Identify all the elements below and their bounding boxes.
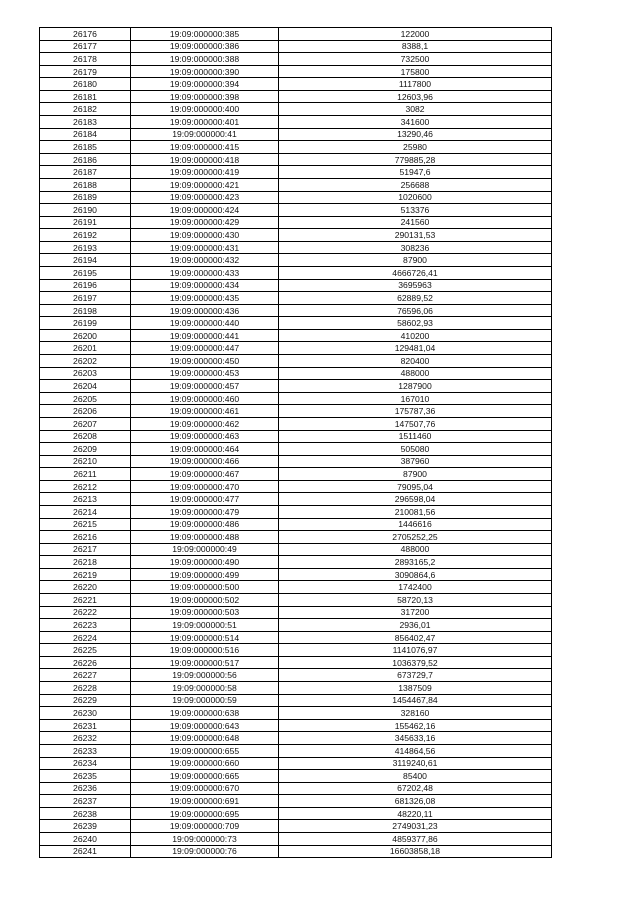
table-row bbox=[40, 480, 552, 493]
value-cell: 2936,01 bbox=[279, 619, 552, 632]
table-row bbox=[40, 78, 552, 91]
table-row bbox=[40, 807, 552, 820]
value-cell: 147507,76 bbox=[279, 417, 552, 430]
table-row bbox=[40, 468, 552, 481]
cadastral-number-cell: 19:09:000000:430 bbox=[131, 229, 279, 242]
cadastral-number-cell: 19:09:000000:463 bbox=[131, 430, 279, 443]
row-number-cell: 26214 bbox=[40, 505, 131, 518]
value-cell: 13290,46 bbox=[279, 128, 552, 141]
table-row bbox=[40, 380, 552, 393]
cadastral-number-cell: 19:09:000000:462 bbox=[131, 417, 279, 430]
cadastral-number-cell: 19:09:000000:418 bbox=[131, 153, 279, 166]
value-cell: 387960 bbox=[279, 455, 552, 468]
cadastral-number-cell: 19:09:000000:441 bbox=[131, 329, 279, 342]
table-row bbox=[40, 40, 552, 53]
row-number-cell: 26198 bbox=[40, 304, 131, 317]
row-number-cell: 26188 bbox=[40, 178, 131, 191]
cadastral-number-cell: 19:09:000000:648 bbox=[131, 732, 279, 745]
cadastral-number-cell: 19:09:000000:477 bbox=[131, 493, 279, 506]
row-number-cell: 26234 bbox=[40, 757, 131, 770]
cadastral-number-cell: 19:09:000000:460 bbox=[131, 392, 279, 405]
value-cell: 1020600 bbox=[279, 191, 552, 204]
value-cell: 129481,04 bbox=[279, 342, 552, 355]
value-cell: 345633,16 bbox=[279, 732, 552, 745]
value-cell: 3090864,6 bbox=[279, 568, 552, 581]
cadastral-number-cell: 19:09:000000:695 bbox=[131, 807, 279, 820]
cadastral-number-cell: 19:09:000000:429 bbox=[131, 216, 279, 229]
row-number-cell: 26224 bbox=[40, 631, 131, 644]
value-cell: 58720,13 bbox=[279, 594, 552, 607]
table-row bbox=[40, 455, 552, 468]
value-cell: 3695963 bbox=[279, 279, 552, 292]
row-number-cell: 26219 bbox=[40, 568, 131, 581]
value-cell: 1117800 bbox=[279, 78, 552, 91]
row-number-cell: 26211 bbox=[40, 468, 131, 481]
row-number-cell: 26194 bbox=[40, 254, 131, 267]
cadastral-number-cell: 19:09:000000:436 bbox=[131, 304, 279, 317]
table-row bbox=[40, 116, 552, 129]
value-cell: 79095,04 bbox=[279, 480, 552, 493]
value-cell: 25980 bbox=[279, 141, 552, 154]
row-number-cell: 26225 bbox=[40, 644, 131, 657]
row-number-cell: 26208 bbox=[40, 430, 131, 443]
table-row bbox=[40, 53, 552, 66]
cadastral-number-cell: 19:09:000000:503 bbox=[131, 606, 279, 619]
cadastral-number-cell: 19:09:000000:432 bbox=[131, 254, 279, 267]
cadastral-number-cell: 19:09:000000:470 bbox=[131, 480, 279, 493]
cadastral-number-cell: 19:09:000000:435 bbox=[131, 292, 279, 305]
row-number-cell: 26205 bbox=[40, 392, 131, 405]
cadastral-number-cell: 19:09:000000:461 bbox=[131, 405, 279, 418]
cadastral-number-cell: 19:09:000000:73 bbox=[131, 833, 279, 846]
value-cell: 1454467,84 bbox=[279, 694, 552, 707]
table-row bbox=[40, 430, 552, 443]
cadastral-number-cell: 19:09:000000:643 bbox=[131, 719, 279, 732]
table-row bbox=[40, 531, 552, 544]
value-cell: 48220,11 bbox=[279, 807, 552, 820]
value-cell: 308236 bbox=[279, 241, 552, 254]
value-cell: 488000 bbox=[279, 367, 552, 380]
row-number-cell: 26187 bbox=[40, 166, 131, 179]
value-cell: 76596,06 bbox=[279, 304, 552, 317]
row-number-cell: 26206 bbox=[40, 405, 131, 418]
cadastral-number-cell: 19:09:000000:415 bbox=[131, 141, 279, 154]
value-cell: 1742400 bbox=[279, 581, 552, 594]
row-number-cell: 26237 bbox=[40, 795, 131, 808]
table-row bbox=[40, 141, 552, 154]
table-row bbox=[40, 191, 552, 204]
cadastral-number-cell: 19:09:000000:385 bbox=[131, 28, 279, 41]
value-cell: 290131,53 bbox=[279, 229, 552, 242]
table-row bbox=[40, 581, 552, 594]
row-number-cell: 26239 bbox=[40, 820, 131, 833]
table-row bbox=[40, 505, 552, 518]
row-number-cell: 26196 bbox=[40, 279, 131, 292]
value-cell: 341600 bbox=[279, 116, 552, 129]
value-cell: 2749031,23 bbox=[279, 820, 552, 833]
value-cell: 2705252,25 bbox=[279, 531, 552, 544]
table-row bbox=[40, 543, 552, 556]
cadastral-number-cell: 19:09:000000:479 bbox=[131, 505, 279, 518]
table-row bbox=[40, 204, 552, 217]
value-cell: 1141076,97 bbox=[279, 644, 552, 657]
row-number-cell: 26212 bbox=[40, 480, 131, 493]
row-number-cell: 26215 bbox=[40, 518, 131, 531]
value-cell: 62889,52 bbox=[279, 292, 552, 305]
row-number-cell: 26195 bbox=[40, 266, 131, 279]
value-cell: 296598,04 bbox=[279, 493, 552, 506]
row-number-cell: 26178 bbox=[40, 53, 131, 66]
cadastral-number-cell: 19:09:000000:434 bbox=[131, 279, 279, 292]
cadastral-number-cell: 19:09:000000:660 bbox=[131, 757, 279, 770]
row-number-cell: 26232 bbox=[40, 732, 131, 745]
value-cell: 820400 bbox=[279, 355, 552, 368]
table-row bbox=[40, 166, 552, 179]
value-cell: 4859377,86 bbox=[279, 833, 552, 846]
table-row bbox=[40, 266, 552, 279]
cadastral-number-cell: 19:09:000000:499 bbox=[131, 568, 279, 581]
value-cell: 87900 bbox=[279, 254, 552, 267]
row-number-cell: 26241 bbox=[40, 845, 131, 858]
cadastral-number-cell: 19:09:000000:486 bbox=[131, 518, 279, 531]
row-number-cell: 26181 bbox=[40, 90, 131, 103]
row-number-cell: 26203 bbox=[40, 367, 131, 380]
value-cell: 122000 bbox=[279, 28, 552, 41]
row-number-cell: 26227 bbox=[40, 669, 131, 682]
row-number-cell: 26180 bbox=[40, 78, 131, 91]
table-row bbox=[40, 292, 552, 305]
value-cell: 3119240,61 bbox=[279, 757, 552, 770]
table-row bbox=[40, 153, 552, 166]
value-cell: 256688 bbox=[279, 178, 552, 191]
row-number-cell: 26202 bbox=[40, 355, 131, 368]
table-row bbox=[40, 744, 552, 757]
value-cell: 410200 bbox=[279, 329, 552, 342]
row-number-cell: 26223 bbox=[40, 619, 131, 632]
cadastral-number-cell: 19:09:000000:49 bbox=[131, 543, 279, 556]
value-cell: 513376 bbox=[279, 204, 552, 217]
cadastral-number-cell: 19:09:000000:490 bbox=[131, 556, 279, 569]
value-cell: 488000 bbox=[279, 543, 552, 556]
cadastral-number-cell: 19:09:000000:59 bbox=[131, 694, 279, 707]
row-number-cell: 26221 bbox=[40, 594, 131, 607]
row-number-cell: 26230 bbox=[40, 707, 131, 720]
row-number-cell: 26216 bbox=[40, 531, 131, 544]
row-number-cell: 26213 bbox=[40, 493, 131, 506]
cadastral-number-cell: 19:09:000000:638 bbox=[131, 707, 279, 720]
row-number-cell: 26222 bbox=[40, 606, 131, 619]
value-cell: 681326,08 bbox=[279, 795, 552, 808]
table-row bbox=[40, 845, 552, 858]
cadastral-number-cell: 19:09:000000:400 bbox=[131, 103, 279, 116]
value-cell: 85400 bbox=[279, 770, 552, 783]
value-cell: 155462,16 bbox=[279, 719, 552, 732]
row-number-cell: 26217 bbox=[40, 543, 131, 556]
cadastral-number-cell: 19:09:000000:488 bbox=[131, 531, 279, 544]
cadastral-number-cell: 19:09:000000:709 bbox=[131, 820, 279, 833]
row-number-cell: 26193 bbox=[40, 241, 131, 254]
value-cell: 732500 bbox=[279, 53, 552, 66]
cadastral-value-table bbox=[39, 27, 552, 858]
table-row bbox=[40, 317, 552, 330]
value-cell: 87900 bbox=[279, 468, 552, 481]
table-row bbox=[40, 795, 552, 808]
table-row bbox=[40, 329, 552, 342]
table-row bbox=[40, 820, 552, 833]
cadastral-number-cell: 19:09:000000:655 bbox=[131, 744, 279, 757]
cadastral-number-cell: 19:09:000000:665 bbox=[131, 770, 279, 783]
row-number-cell: 26190 bbox=[40, 204, 131, 217]
row-number-cell: 26207 bbox=[40, 417, 131, 430]
row-number-cell: 26197 bbox=[40, 292, 131, 305]
cadastral-number-cell: 19:09:000000:517 bbox=[131, 656, 279, 669]
value-cell: 414864,56 bbox=[279, 744, 552, 757]
cadastral-number-cell: 19:09:000000:390 bbox=[131, 65, 279, 78]
row-number-cell: 26204 bbox=[40, 380, 131, 393]
cadastral-number-cell: 19:09:000000:421 bbox=[131, 178, 279, 191]
value-cell: 856402,47 bbox=[279, 631, 552, 644]
row-number-cell: 26233 bbox=[40, 744, 131, 757]
cadastral-number-cell: 19:09:000000:41 bbox=[131, 128, 279, 141]
table-row bbox=[40, 342, 552, 355]
cadastral-number-cell: 19:09:000000:56 bbox=[131, 669, 279, 682]
row-number-cell: 26199 bbox=[40, 317, 131, 330]
value-cell: 328160 bbox=[279, 707, 552, 720]
value-cell: 58602,93 bbox=[279, 317, 552, 330]
cadastral-number-cell: 19:09:000000:457 bbox=[131, 380, 279, 393]
cadastral-number-cell: 19:09:000000:447 bbox=[131, 342, 279, 355]
table-row bbox=[40, 707, 552, 720]
table-row bbox=[40, 656, 552, 669]
table-row bbox=[40, 833, 552, 846]
value-cell: 2893165,2 bbox=[279, 556, 552, 569]
cadastral-number-cell: 19:09:000000:466 bbox=[131, 455, 279, 468]
value-cell: 175800 bbox=[279, 65, 552, 78]
row-number-cell: 26183 bbox=[40, 116, 131, 129]
value-cell: 16603858,18 bbox=[279, 845, 552, 858]
cadastral-number-cell: 19:09:000000:58 bbox=[131, 682, 279, 695]
table-row bbox=[40, 241, 552, 254]
row-number-cell: 26177 bbox=[40, 40, 131, 53]
table-row bbox=[40, 355, 552, 368]
cadastral-number-cell: 19:09:000000:401 bbox=[131, 116, 279, 129]
value-cell: 8388,1 bbox=[279, 40, 552, 53]
cadastral-number-cell: 19:09:000000:467 bbox=[131, 468, 279, 481]
table-row bbox=[40, 669, 552, 682]
cadastral-number-cell: 19:09:000000:423 bbox=[131, 191, 279, 204]
row-number-cell: 26201 bbox=[40, 342, 131, 355]
row-number-cell: 26182 bbox=[40, 103, 131, 116]
value-cell: 3082 bbox=[279, 103, 552, 116]
row-number-cell: 26228 bbox=[40, 682, 131, 695]
row-number-cell: 26229 bbox=[40, 694, 131, 707]
cadastral-number-cell: 19:09:000000:76 bbox=[131, 845, 279, 858]
row-number-cell: 26186 bbox=[40, 153, 131, 166]
cadastral-number-cell: 19:09:000000:502 bbox=[131, 594, 279, 607]
value-cell: 51947,6 bbox=[279, 166, 552, 179]
value-cell: 505080 bbox=[279, 443, 552, 456]
row-number-cell: 26238 bbox=[40, 807, 131, 820]
row-number-cell: 26235 bbox=[40, 770, 131, 783]
table-row bbox=[40, 279, 552, 292]
row-number-cell: 26209 bbox=[40, 443, 131, 456]
table-row bbox=[40, 782, 552, 795]
cadastral-number-cell: 19:09:000000:670 bbox=[131, 782, 279, 795]
value-cell: 12603,96 bbox=[279, 90, 552, 103]
cadastral-number-cell: 19:09:000000:514 bbox=[131, 631, 279, 644]
value-cell: 4666726,41 bbox=[279, 266, 552, 279]
cadastral-number-cell: 19:09:000000:691 bbox=[131, 795, 279, 808]
value-cell: 1511460 bbox=[279, 430, 552, 443]
table-row bbox=[40, 443, 552, 456]
row-number-cell: 26185 bbox=[40, 141, 131, 154]
value-cell: 210081,56 bbox=[279, 505, 552, 518]
cadastral-number-cell: 19:09:000000:424 bbox=[131, 204, 279, 217]
value-cell: 167010 bbox=[279, 392, 552, 405]
value-cell: 1387509 bbox=[279, 682, 552, 695]
table-row bbox=[40, 392, 552, 405]
cadastral-number-cell: 19:09:000000:51 bbox=[131, 619, 279, 632]
row-number-cell: 26231 bbox=[40, 719, 131, 732]
table-row bbox=[40, 594, 552, 607]
row-number-cell: 26200 bbox=[40, 329, 131, 342]
row-number-cell: 26218 bbox=[40, 556, 131, 569]
row-number-cell: 26236 bbox=[40, 782, 131, 795]
table-row bbox=[40, 367, 552, 380]
table-row bbox=[40, 556, 552, 569]
row-number-cell: 26176 bbox=[40, 28, 131, 41]
table-row bbox=[40, 732, 552, 745]
value-cell: 1036379,52 bbox=[279, 656, 552, 669]
row-number-cell: 26240 bbox=[40, 833, 131, 846]
cadastral-number-cell: 19:09:000000:419 bbox=[131, 166, 279, 179]
cadastral-number-cell: 19:09:000000:431 bbox=[131, 241, 279, 254]
table-row bbox=[40, 216, 552, 229]
table-row bbox=[40, 417, 552, 430]
table-row bbox=[40, 229, 552, 242]
table-row bbox=[40, 770, 552, 783]
cadastral-number-cell: 19:09:000000:464 bbox=[131, 443, 279, 456]
table-row bbox=[40, 103, 552, 116]
row-number-cell: 26189 bbox=[40, 191, 131, 204]
cadastral-number-cell: 19:09:000000:500 bbox=[131, 581, 279, 594]
cadastral-number-cell: 19:09:000000:453 bbox=[131, 367, 279, 380]
cadastral-number-cell: 19:09:000000:440 bbox=[131, 317, 279, 330]
cadastral-number-cell: 19:09:000000:450 bbox=[131, 355, 279, 368]
table-row bbox=[40, 405, 552, 418]
value-cell: 1446616 bbox=[279, 518, 552, 531]
table-row bbox=[40, 493, 552, 506]
value-cell: 1287900 bbox=[279, 380, 552, 393]
value-cell: 779885,28 bbox=[279, 153, 552, 166]
value-cell: 317200 bbox=[279, 606, 552, 619]
table-row bbox=[40, 644, 552, 657]
cadastral-number-cell: 19:09:000000:394 bbox=[131, 78, 279, 91]
row-number-cell: 26191 bbox=[40, 216, 131, 229]
row-number-cell: 26226 bbox=[40, 656, 131, 669]
table-row bbox=[40, 719, 552, 732]
row-number-cell: 26184 bbox=[40, 128, 131, 141]
table-row bbox=[40, 631, 552, 644]
cadastral-number-cell: 19:09:000000:388 bbox=[131, 53, 279, 66]
cadastral-number-cell: 19:09:000000:398 bbox=[131, 90, 279, 103]
value-cell: 175787,36 bbox=[279, 405, 552, 418]
row-number-cell: 26210 bbox=[40, 455, 131, 468]
row-number-cell: 26179 bbox=[40, 65, 131, 78]
row-number-cell: 26220 bbox=[40, 581, 131, 594]
value-cell: 241560 bbox=[279, 216, 552, 229]
row-number-cell: 26192 bbox=[40, 229, 131, 242]
table-row bbox=[40, 304, 552, 317]
table-row bbox=[40, 28, 552, 41]
table-row bbox=[40, 65, 552, 78]
table-row bbox=[40, 90, 552, 103]
table-row bbox=[40, 619, 552, 632]
table-row bbox=[40, 518, 552, 531]
table-row bbox=[40, 568, 552, 581]
value-cell: 67202,48 bbox=[279, 782, 552, 795]
table-row bbox=[40, 178, 552, 191]
table-row bbox=[40, 694, 552, 707]
table-body bbox=[40, 28, 552, 858]
cadastral-number-cell: 19:09:000000:433 bbox=[131, 266, 279, 279]
table-row bbox=[40, 682, 552, 695]
table-row bbox=[40, 128, 552, 141]
table-row bbox=[40, 606, 552, 619]
cadastral-number-cell: 19:09:000000:516 bbox=[131, 644, 279, 657]
cadastral-number-cell: 19:09:000000:386 bbox=[131, 40, 279, 53]
value-cell: 673729,7 bbox=[279, 669, 552, 682]
table-row bbox=[40, 254, 552, 267]
table-row bbox=[40, 757, 552, 770]
